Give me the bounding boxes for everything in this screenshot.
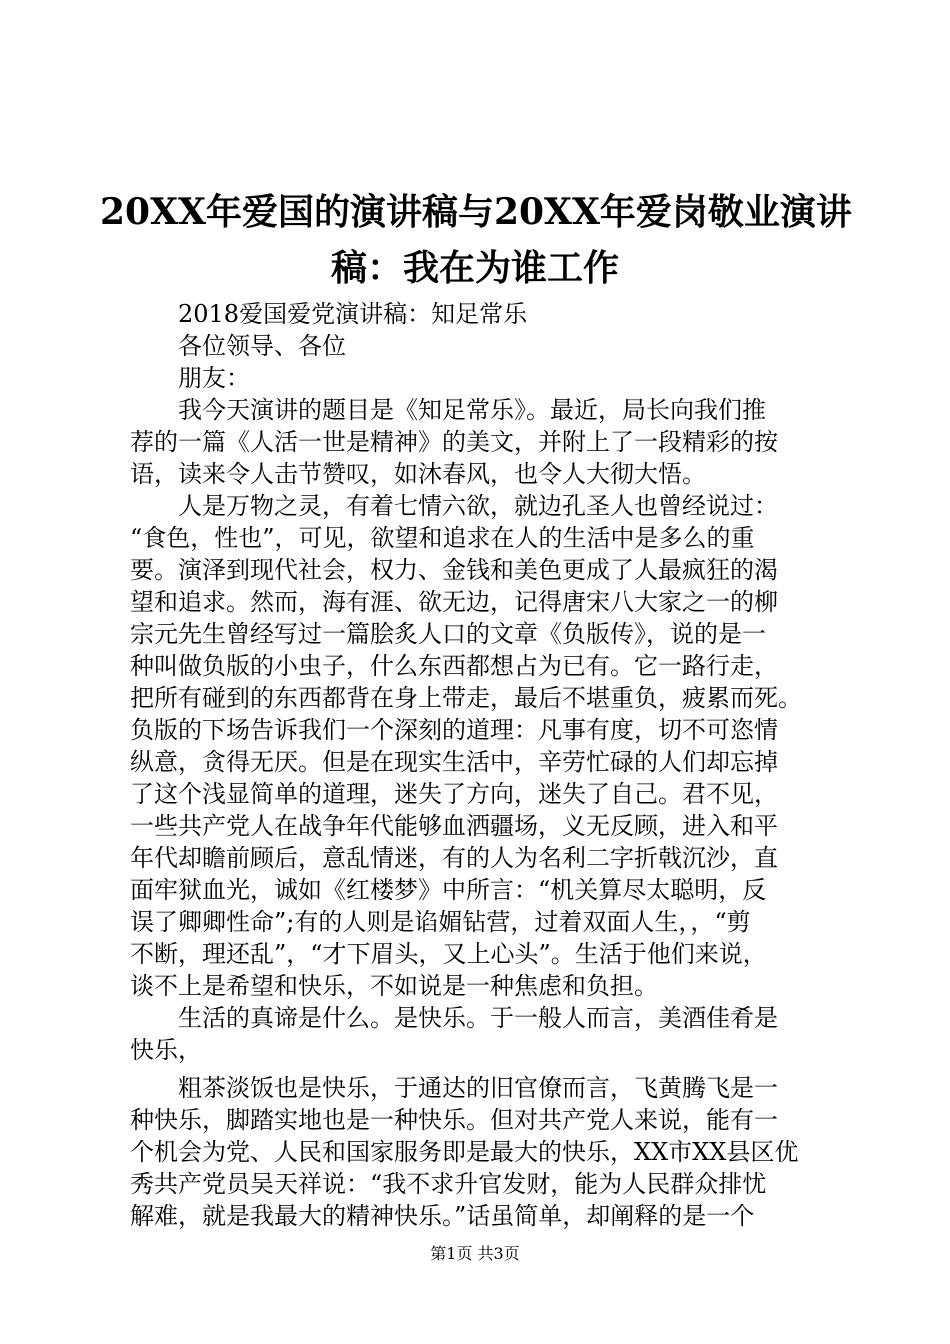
text-line: 朋友： [130, 364, 250, 392]
text-line: 快乐， [130, 1036, 202, 1064]
text-line: 2018爱国爱党演讲稿：知足常乐 [130, 300, 528, 328]
text-line: 种叫做负版的小虫子，什么东西都想占为已有。它一路行走， [130, 652, 778, 680]
text-line: 生活的真谛是什么。是快乐。于一般人而言，美酒佳肴是 [130, 1004, 778, 1032]
text-line: 要。演泽到现代社会，权力、金钱和美色更成了人最疯狂的渴 [130, 556, 778, 584]
text-line: 各位领导、各位 [130, 332, 346, 360]
text-line: 秀共产党员吴天祥说：“我不求升官发财，能为人民群众排忧 [130, 1170, 767, 1198]
text-line: 不断，理还乱”，“才下眉头，又上心头”。生活于他们来说， [130, 940, 767, 968]
text-line: 粗茶淡饭也是快乐，于通达的旧官僚而言，飞黄腾飞是一 [130, 1074, 778, 1102]
text-line: 宗元先生曾经写过一篇脍炙人口的文章《负版传》，说的是一 [130, 620, 766, 648]
text-line: 人是万物之灵，有着七情六欲，就边孔圣人也曾经说过： [130, 492, 778, 520]
text-line: 了这个浅显简单的道理，迷失了方向，迷失了自己。君不见， [130, 780, 778, 808]
text-line: 个机会为党、人民和国家服务即是最大的快乐，XX市XX县区优 [130, 1138, 799, 1166]
text-line: 把所有碰到的东西都背在身上带走，最后不堪重负，疲累而死。 [130, 684, 802, 712]
text-line: 种快乐，脚踏实地也是一种快乐。但对共产党人来说，能有一 [130, 1106, 778, 1134]
text-line: 荐的一篇《人活一世是精神》的美文，并附上了一段精彩的按 [130, 428, 778, 456]
text-line: 解难，就是我最大的精神快乐。”话虽简单，却阐释的是一个 [130, 1202, 755, 1230]
text-line: 我今天演讲的题目是《知足常乐》。最近，局长向我们推 [130, 396, 766, 424]
text-line: 负版的下场告诉我们一个深刻的道理：凡事有度，切不可恣情 [130, 716, 778, 744]
text-line: 误了卿卿性命”;有的人则是谄媚钻营，过着双面人生，，“剪 [130, 908, 751, 936]
text-line: 语，读来令人击节赞叹，如沐春风，也令人大彻大悟。 [130, 460, 706, 488]
document-title-line-2: 稿：我在为谁工作 [330, 247, 619, 289]
text-line: 谈不上是希望和快乐，不如说是一种焦虑和负担。 [130, 972, 658, 1000]
document-title-line-1: 20XX年爱国的演讲稿与20XX年爱岗敬业演讲 [100, 191, 852, 233]
text-line: 年代却瞻前顾后，意乱情迷，有的人为名利二字折戟沉沙，直 [130, 844, 778, 872]
text-line: 望和追求。然而，海有涯、欲无边，记得唐宋八大家之一的柳 [130, 588, 778, 616]
text-line: “食色，性也”，可见，欲望和追求在人的生活中是多么的重 [130, 524, 755, 552]
text-line: 纵意，贪得无厌。但是在现实生活中，辛劳忙碌的人们却忘掉 [130, 748, 778, 776]
page-footer: 第1页 共3页 [430, 1244, 520, 1263]
text-line: 面牢狱血光，诚如《红楼梦》中所言：“机关算尽太聪明，反 [130, 876, 767, 904]
text-line: 一些共产党人在战争年代能够血洒疆场，义无反顾，进入和平 [130, 812, 778, 840]
